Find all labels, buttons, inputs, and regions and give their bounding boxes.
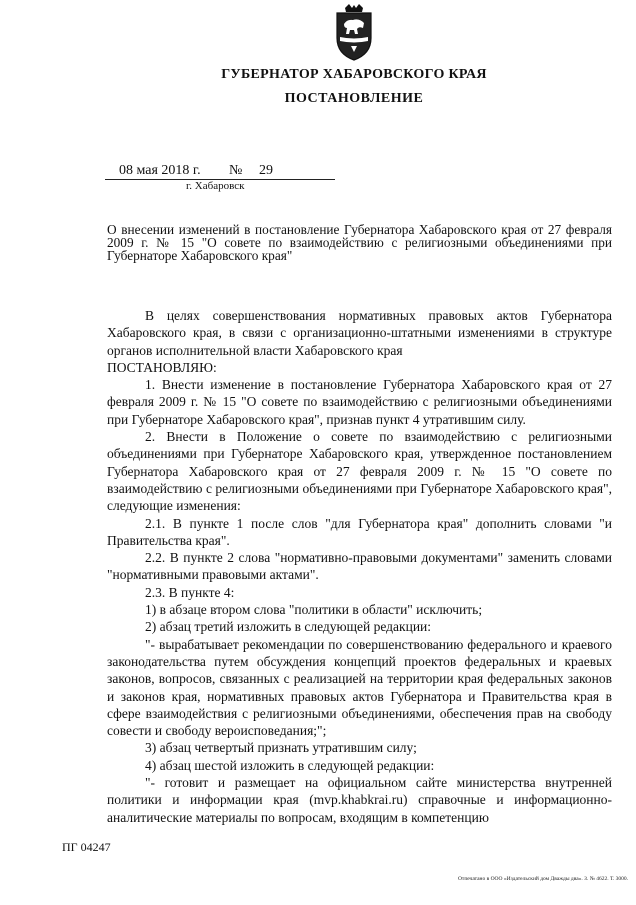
- document-subject: О внесении изменений в постановление Губернатора Хабаровского края от 27 февраля 2009 г. № 15 "О совете по взаимодействию с религиозными объединениями при Губернаторе Хабаровского края": [107, 222, 612, 263]
- body-paragraph: 1) в абзаце втором слова "политики в области" исключить;: [145, 602, 483, 618]
- body-paragraph: 1. Внести изменение в постановление Губернатора Хабаровского края от 27 февраля 2009 г. № 15 "О совете по взаимодействию с религиозными объединениями при Губернаторе Хабаровского края", признав пункт 4 утратившим силу.: [107, 377, 612, 427]
- authority-title: ГУБЕРНАТОР ХАБАРОВСКОГО КРАЯ: [221, 67, 487, 82]
- document-number: 29: [259, 163, 273, 178]
- date-number-line: [105, 163, 335, 180]
- body-paragraph: "- вырабатывает рекомендации по совершенствованию федерального и краевого законодательства путем обсуждения концепций проектов федеральных и краевых законов, вопросов, связанных с реализацией на территории края федеральных законов и законов края, нормативных правовых актов Губернатора и Правительства края в сфере взаимодействия с религиозными объединениями, обеспечения прав на свободу совести и свободу вероисповедания;";: [107, 636, 612, 739]
- body-paragraph: 2.3. В пункте 4:: [145, 584, 235, 600]
- resolution-heading: ПОСТАНОВЛЯЮ:: [107, 359, 217, 375]
- body-paragraph: 2.2. В пункте 2 слова "нормативно-правовыми документами" заменить словами "нормативными правовыми актами".: [107, 550, 612, 583]
- document-type-title: ПОСТАНОВЛЕНИЕ: [284, 91, 424, 106]
- body-paragraph: "- готовит и размещает на официальном сайте министерства внутренней политики и информации края (mvp.khabkrai.ru) справочные и информационно-аналитические материалы по вопросам, входящим в компетенцию: [107, 775, 612, 825]
- printer-imprint: Отпечатано в ООО «Издательский дом Дважды два». З. № 4622. Т. 3000.: [457, 876, 628, 882]
- body-paragraph: В целях совершенствования нормативных правовых актов Губернатора Хабаровского края, в связи с организационно-штатными изменениями в структуре органов исполнительной власти Хабаровского края: [107, 308, 612, 358]
- coat-of-arms-icon: [331, 4, 377, 62]
- body-paragraph: 3) абзац четвертый признать утратившим силу;: [145, 740, 417, 756]
- form-code: ПГ 04247: [62, 840, 111, 854]
- body-paragraph: 2) абзац третий изложить в следующей редакции:: [145, 619, 432, 635]
- number-sign: №: [229, 163, 243, 178]
- body-paragraph: 2. Внести в Положение о совете по взаимодействию с религиозными объединениями при Губернаторе Хабаровского края, утвержденное постановлением Губернатора Хабаровского края от 27 февраля 2009 г. № 15 "О совете по взаимодействию с религиозными объединениями при Губернаторе Хабаровского края", следующие изменения:: [107, 429, 612, 514]
- document-city: г. Хабаровск: [186, 180, 245, 192]
- body-paragraph: 4) абзац шестой изложить в следующей редакции:: [145, 757, 435, 773]
- document-date: 08 мая 2018 г.: [119, 163, 201, 178]
- body-paragraph: 2.1. В пункте 1 после слов "для Губернатора края" дополнить словами "и Правительства края".: [107, 515, 612, 548]
- document-body: [107, 307, 612, 826]
